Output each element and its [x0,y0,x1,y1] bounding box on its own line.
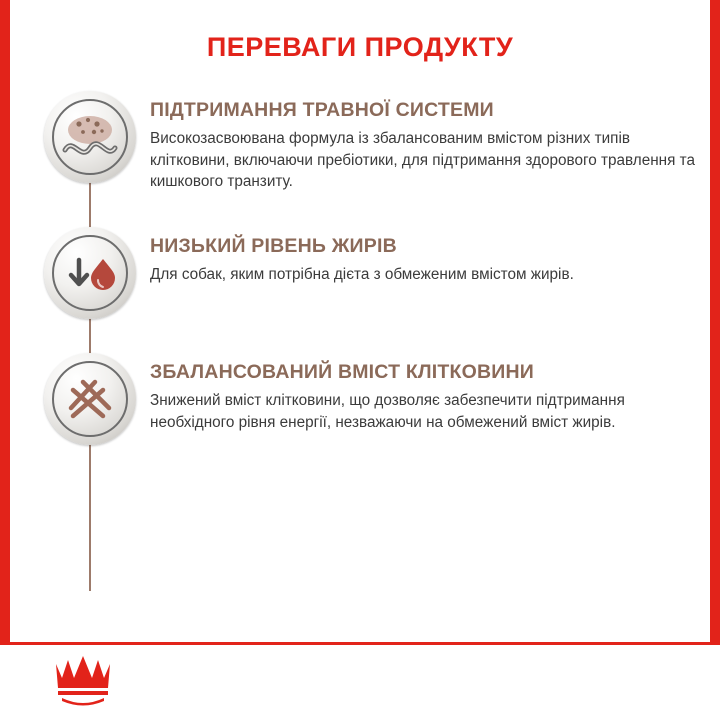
benefit-text-block [150,91,720,193]
digestive-system-icon [44,91,136,183]
benefit-body: Високозасвоювана формула із збалансованим вмістом різних типів клітковини, включаючи пребіотики, для підтримання здорового травлення та кишкового транзиту. [150,130,695,191]
low-fat-icon [44,227,136,319]
benefit-item-fibre [30,353,720,445]
fibre-balance-icon [44,353,136,445]
footer [0,642,720,720]
benefit-heading: НИЗЬКИЙ РІВЕНЬ ЖИРІВ [150,235,397,258]
footer-red-rule [0,642,720,645]
low-fat-icon-glyph [59,242,121,304]
icon-container [30,353,150,445]
benefit-text-block [150,353,720,433]
benefit-item-low-fat [30,227,720,319]
icon-container [30,227,150,319]
benefits-list [0,91,720,445]
benefit-body: Знижений вміст клітковини, що дозволяє забезпечити підтримання необхідного рівня енергії, незважаючи на обмежений вміст жирів. [150,392,625,431]
benefit-heading: ЗБАЛАНСОВАНИЙ ВМІСТ КЛІТКОВИНИ [150,361,534,384]
royal-canin-crown-logo [52,654,114,708]
icon-container [30,91,150,183]
fibre-balance-icon-glyph [59,368,121,430]
page-title: ПЕРЕВАГИ ПРОДУКТУ [206,32,514,62]
benefit-body: Для собак, яким потрібна дієта з обмеженим вмістом жирів. [150,266,574,284]
benefit-heading: ПІДТРИМАННЯ ТРАВНОЇ СИСТЕМИ [150,99,494,121]
digestive-system-icon-glyph [59,106,121,168]
benefit-text-block [150,227,720,286]
benefit-item-digestive [30,91,720,193]
